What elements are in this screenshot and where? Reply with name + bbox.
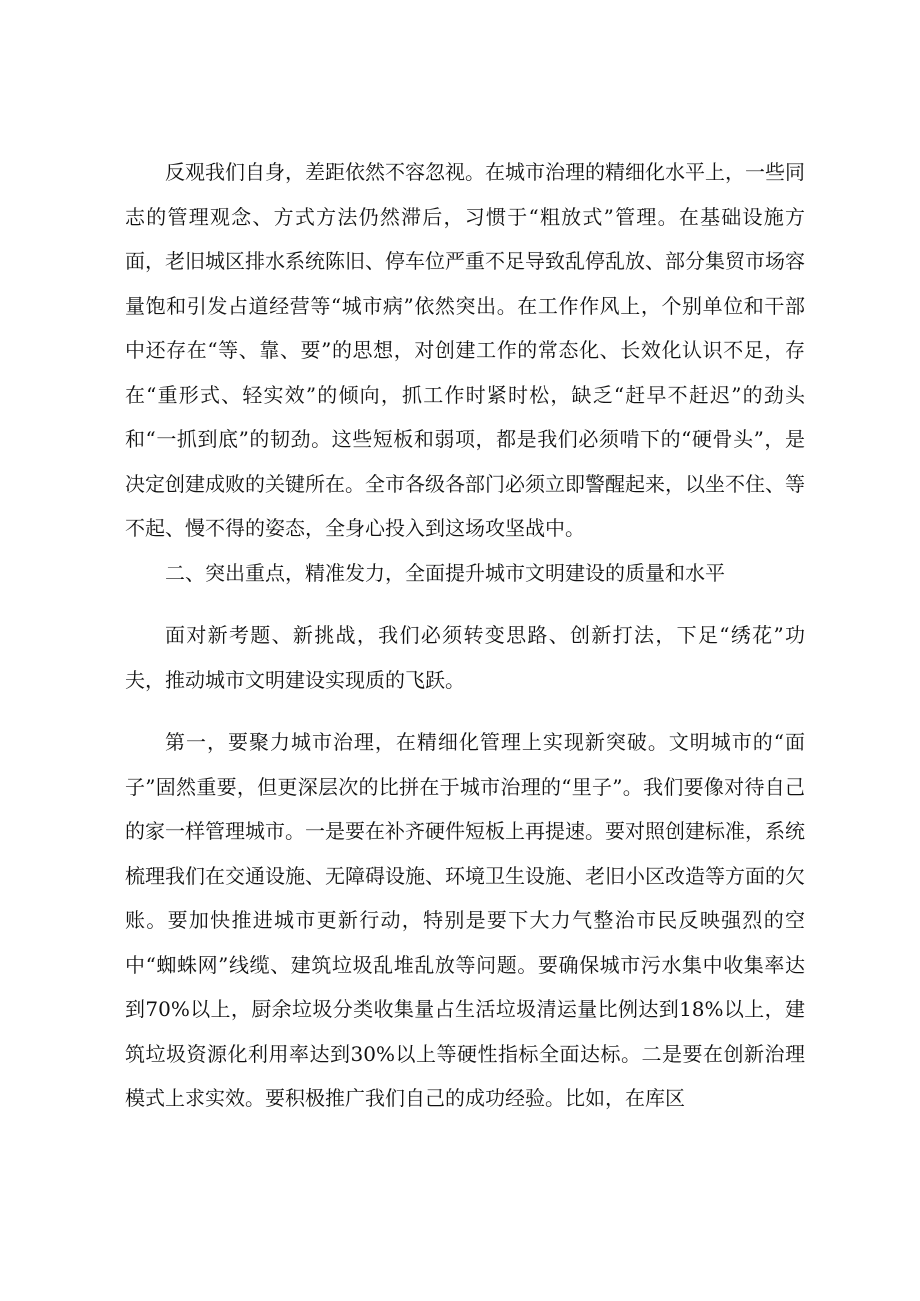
paragraph-new-challenges: 面对新考题、新挑战，我们必须转变思路、创新打法，下足“绣花”功夫，推动城市文明建设实现质的飞跃。 xyxy=(125,623,805,692)
section-heading-two: 二、突出重点，精准发力，全面提升城市文明建设的质量和水平 xyxy=(165,560,725,585)
document-body xyxy=(125,150,805,1121)
paragraph-urban-governance: 第一，要聚力城市治理，在精细化管理上实现新突破。文明城市的“面子”固然重要，但更深层次的比拼在于城市治理的“里子”。我们要像对待自己的家一样管理城市。一是要在补齐硬件短板上再提速。要对照创建标准，系统梳理我们在交通设施、无障碍设施、环境卫生设施、老旧小区改造等方面的欠账。要加快推进城市更新行动，特别是要下大力气整治市民反映强烈的空中“蜘蛛网”线缆、建筑垃圾乱堆乱放等问题。要确保城市污水集中收集率达到70%以上，厨余垃圾分类收集量占生活垃圾清运量比例达到18%以上，建筑垃圾资源化利用率达到30%以上等硬性指标全面达标。二是要在创新治理模式上求实效。要积极推广我们自己的成功经验。比如，在库区 xyxy=(125,730,805,1110)
paragraph-gap-analysis: 反观我们自身，差距依然不容忽视。在城市治理的精细化水平上，一些同志的管理观念、方式方法仍然滞后，习惯于“粗放式”管理。在基础设施方面，老旧城区排水系统陈旧、停车位严重不足导致乱停乱放、部分集贸市场容量饱和引发占道经营等“城市病”依然突出。在工作作风上，个别单位和干部中还存在“等、靠、要”的思想，对创建工作的常态化、长效化认识不足，存在“重形式、轻实效”的倾向，抓工作时紧时松，缺乏“赶早不赶迟”的劲头和“一抓到底”的韧劲。这些短板和弱项，都是我们必须啃下的“硬骨头”，是决定创建成败的关键所在。全市各级各部门必须立即警醒起来，以坐不住、等不起、慢不得的姿态，全身心投入到这场攻坚战中。 xyxy=(125,160,805,540)
